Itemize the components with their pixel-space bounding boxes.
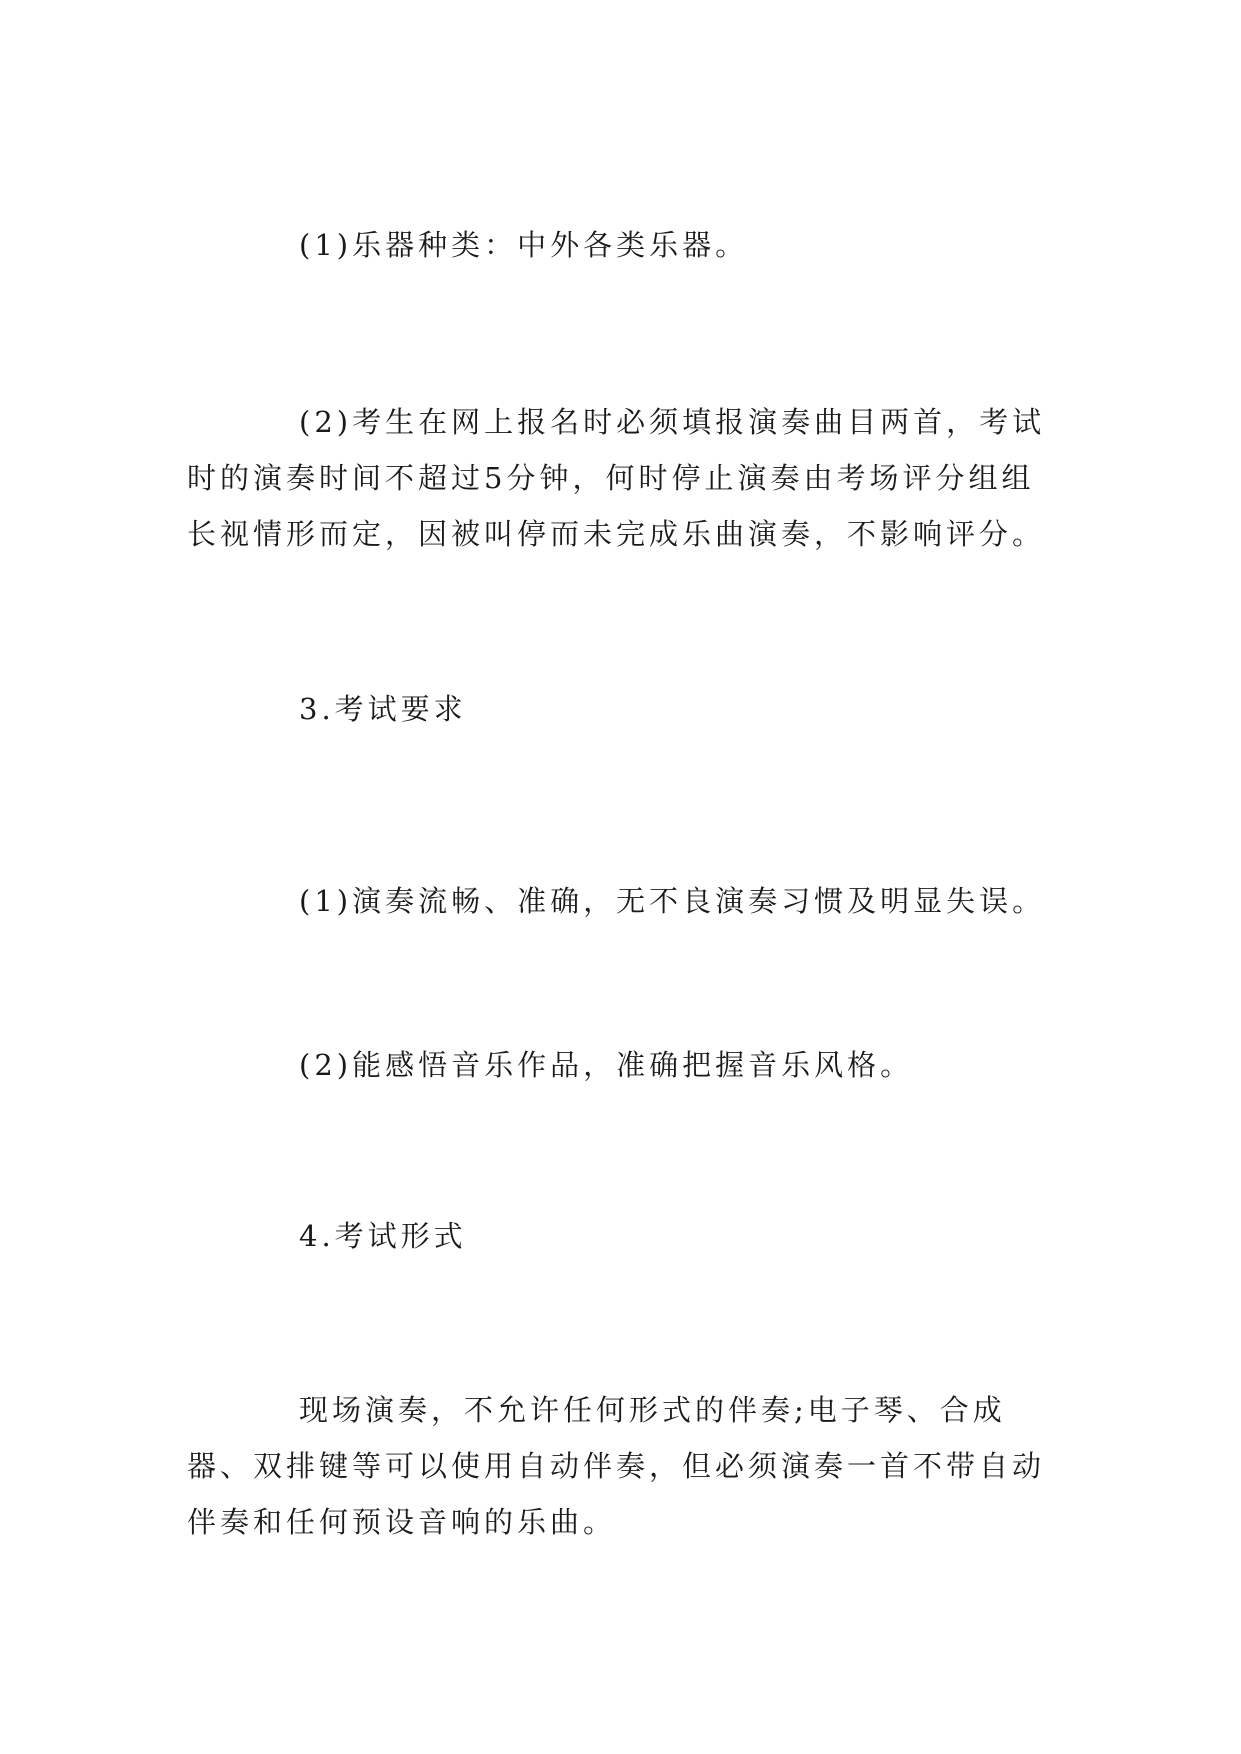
section-heading-exam-format: 4.考试形式 (299, 1219, 467, 1253)
paragraph-fluency-accuracy: (1)演奏流畅、准确，无不良演奏习惯及明显失误。 (299, 884, 1046, 918)
paragraph-musical-style: (2)能感悟音乐作品，准确把握音乐风格。 (299, 1048, 914, 1082)
section-heading-exam-requirements: 3.考试要求 (299, 692, 467, 726)
paragraph-repertoire-requirements: (2)考生在网上报名时必须填报演奏曲目两首，考试时的演奏时间不超过5分钟，何时停止演奏由考场评分组组长视情形而定，因被叫停而未完成乐曲演奏，不影响评分。 (187, 405, 1046, 551)
paragraph-instrument-types: (1)乐器种类：中外各类乐器。 (299, 228, 749, 262)
paragraph-live-performance: 现场演奏，不允许任何形式的伴奏;电子琴、合成器、双排键等可以使用自动伴奏，但必须演奏一首不带自动伴奏和任何预设音响的乐曲。 (187, 1393, 1046, 1539)
